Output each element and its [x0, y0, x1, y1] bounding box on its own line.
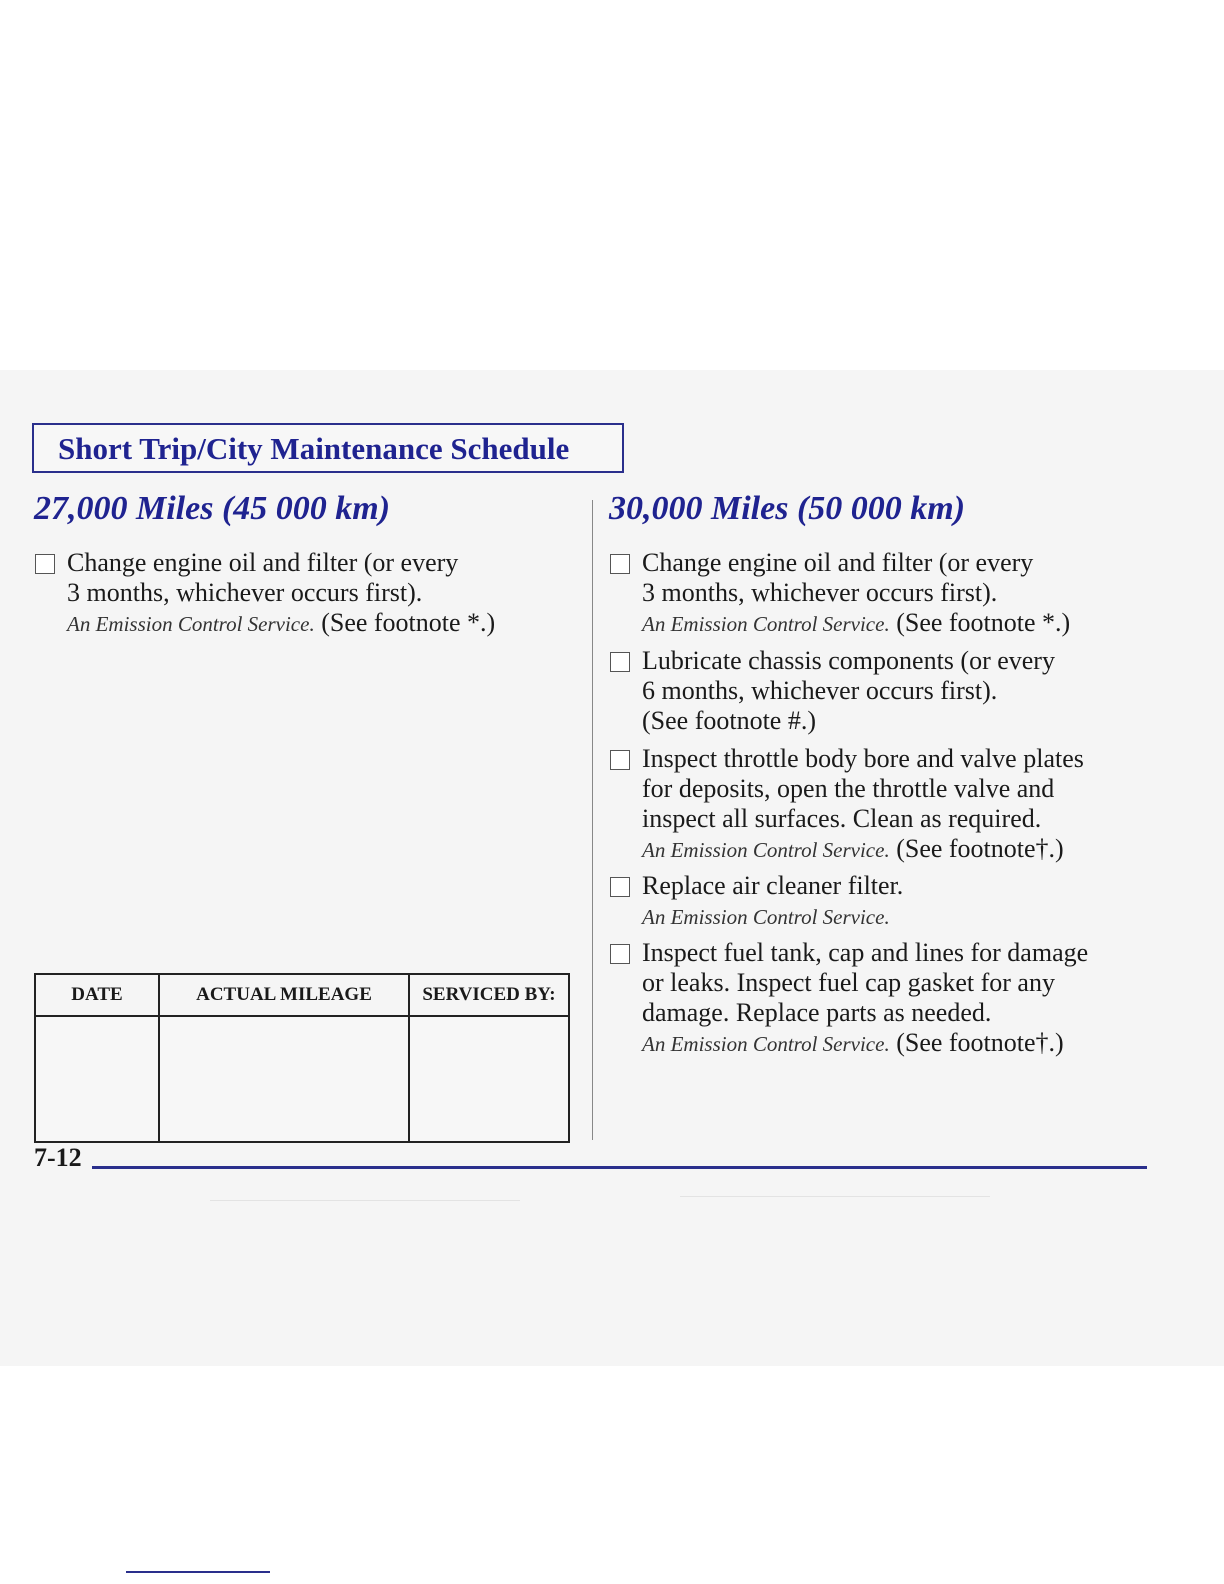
checklist-item [35, 548, 495, 639]
divider [126, 1571, 270, 1573]
section-title-box [32, 423, 624, 473]
checklist-item [610, 938, 1088, 1059]
mileage-heading-27000: 27,000 Miles (45 000 km) [34, 490, 391, 527]
section-title: Short Trip/City Maintenance Schedule [58, 431, 570, 466]
footnote-ref: (See footnote†.) [896, 1028, 1064, 1057]
item-text: damage. Replace parts as needed. [642, 998, 992, 1027]
emission-note: An Emission Control Service. [67, 612, 315, 636]
checkbox[interactable] [35, 554, 55, 574]
item-text: 3 months, whichever occurs first). [642, 578, 998, 607]
item-text: Replace air cleaner filter. [642, 871, 904, 900]
emission-note: An Emission Control Service. [642, 1032, 890, 1056]
item-text: Inspect fuel tank, cap and lines for damage [642, 938, 1089, 967]
emission-note: An Emission Control Service. [642, 612, 890, 636]
item-text: inspect all surfaces. Clean as required. [642, 804, 1042, 833]
emission-note: An Emission Control Service. [642, 905, 890, 929]
item-text: 6 months, whichever occurs first). [642, 676, 998, 705]
checkbox[interactable] [610, 877, 630, 897]
actual-mileage-cell[interactable] [159, 1016, 409, 1142]
item-text: or leaks. Inspect fuel cap gasket for any [642, 968, 1055, 997]
item-text: 3 months, whichever occurs first). [67, 578, 423, 607]
checklist-item [610, 646, 1055, 736]
col-header-serviced-by: SERVICED BY: [409, 974, 569, 1016]
mileage-heading-30000: 30,000 Miles (50 000 km) [609, 490, 966, 527]
service-record-table [34, 973, 570, 1143]
item-text: Lubricate chassis components (or every [642, 646, 1055, 675]
divider [680, 1196, 990, 1197]
date-cell[interactable] [35, 1016, 159, 1142]
item-text: Change engine oil and filter (or every [67, 548, 459, 577]
checklist-item [610, 871, 903, 932]
page-number: 7-12 [34, 1143, 82, 1172]
column-divider [592, 500, 593, 1140]
footnote-ref: (See footnote *.) [321, 608, 496, 637]
footnote-ref: (See footnote†.) [896, 834, 1064, 863]
checkbox[interactable] [610, 652, 630, 672]
col-header-date: DATE [35, 974, 159, 1016]
checklist-item [610, 744, 1084, 865]
serviced-by-cell[interactable] [409, 1016, 569, 1142]
table-row [35, 1016, 569, 1142]
checklist-item [610, 548, 1070, 639]
checkbox[interactable] [610, 554, 630, 574]
item-text: Change engine oil and filter (or every [642, 548, 1034, 577]
col-header-actual-mileage: ACTUAL MILEAGE [159, 974, 409, 1016]
checkbox[interactable] [610, 944, 630, 964]
footer-rule [92, 1166, 1147, 1169]
footnote-ref: (See footnote *.) [896, 608, 1071, 637]
item-text: (See footnote #.) [642, 706, 817, 735]
checkbox[interactable] [610, 750, 630, 770]
item-text: Inspect throttle body bore and valve plates [642, 744, 1084, 773]
item-text: for deposits, open the throttle valve and [642, 774, 1055, 803]
divider [210, 1200, 520, 1201]
emission-note: An Emission Control Service. [642, 838, 890, 862]
